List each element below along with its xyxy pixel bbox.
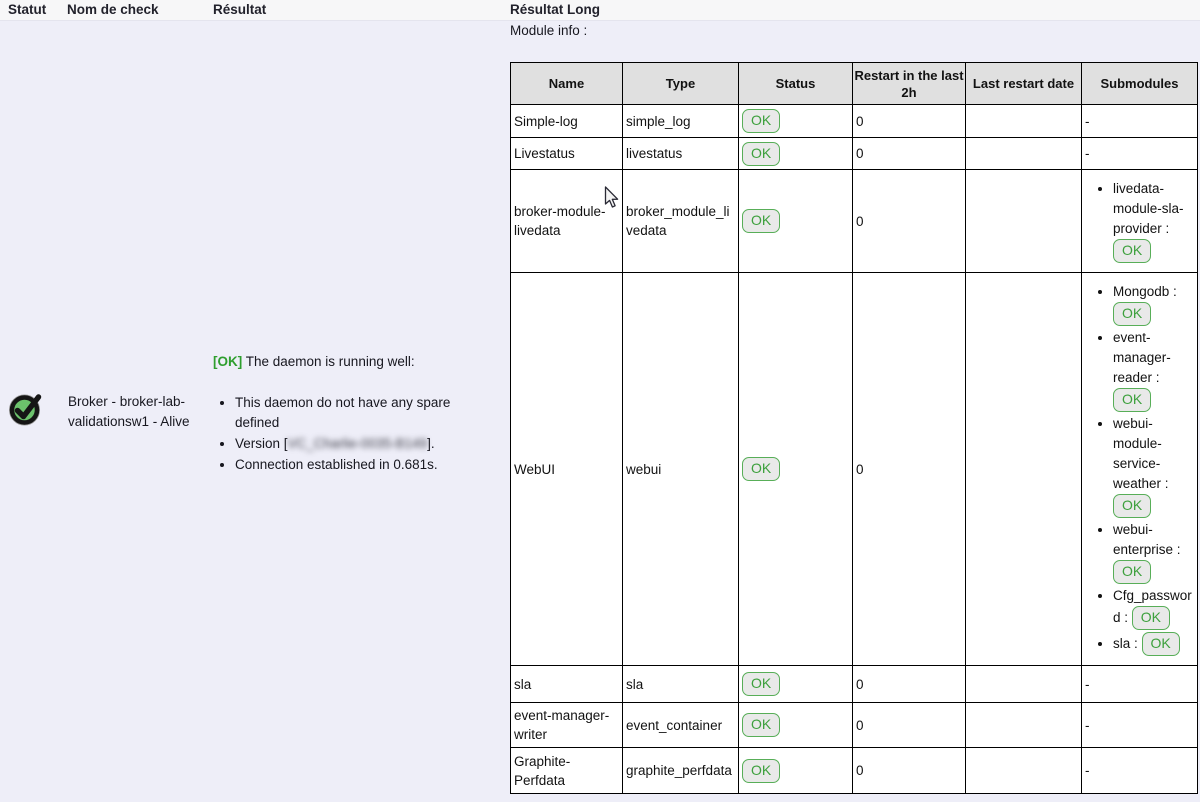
module-table-row <box>511 666 1198 703</box>
cell-restart-2h: 0 <box>853 138 966 170</box>
result-detail-item: • This daemon do not have any spare defined <box>235 393 496 433</box>
cell-module-type: simple_log <box>623 105 739 138</box>
submodule-item <box>1113 328 1194 412</box>
submodule-label: sla : <box>1113 636 1142 651</box>
cell-restart-2h: 0 <box>853 703 966 748</box>
status-ok-badge: OK <box>742 142 780 166</box>
submodule-item <box>1113 414 1194 518</box>
th-status: Status <box>739 63 853 105</box>
submodule-item <box>1113 586 1194 630</box>
cell-module-name: Graphite-Perfdata <box>511 748 623 794</box>
ok-check-icon <box>9 390 45 433</box>
column-header-statut: Statut <box>8 2 47 17</box>
check-result-output <box>213 353 496 476</box>
cell-submodules <box>1082 273 1198 666</box>
submodule-ok-badge: OK <box>1132 606 1170 630</box>
submodule-item <box>1113 632 1194 656</box>
cell-last-restart-date <box>966 105 1082 138</box>
cell-module-status <box>739 748 853 794</box>
mouse-cursor <box>604 186 621 215</box>
result-detail-item: • Connection established in 0.681s. <box>235 455 496 475</box>
status-ok-badge: OK <box>742 457 780 481</box>
module-table-row <box>511 105 1198 138</box>
submodule-item <box>1113 282 1194 326</box>
submodule-label: livedata-module-sla-provider : <box>1113 181 1184 236</box>
module-info-title: Module info : <box>510 23 588 38</box>
cell-last-restart-date <box>966 666 1082 703</box>
cell-module-status <box>739 273 853 666</box>
cell-module-name: broker-module-livedata <box>511 170 623 273</box>
cell-module-type: livestatus <box>623 138 739 170</box>
module-table-row <box>511 748 1198 794</box>
cell-restart-2h: 0 <box>853 666 966 703</box>
cell-module-name: WebUI <box>511 273 623 666</box>
module-table-head <box>511 63 1198 105</box>
cell-submodules: - <box>1082 703 1198 748</box>
redacted-version-value: VC_Charlie-0035-B149 <box>287 436 428 451</box>
cell-module-type: broker_module_livedata <box>623 170 739 273</box>
submodule-list <box>1085 179 1194 263</box>
cell-module-name: sla <box>511 666 623 703</box>
module-table-row <box>511 703 1198 748</box>
cell-restart-2h: 0 <box>853 273 966 666</box>
cell-submodules: - <box>1082 666 1198 703</box>
column-header-nom-de-check: Nom de check <box>67 2 159 17</box>
submodule-ok-badge: OK <box>1142 632 1180 656</box>
cell-restart-2h: 0 <box>853 105 966 138</box>
result-summary-text: The daemon is running well: <box>242 354 415 369</box>
cell-module-type: webui <box>623 273 739 666</box>
cell-submodules: - <box>1082 748 1198 794</box>
cell-module-status <box>739 703 853 748</box>
result-detail-item: • Version [VC_Charlie-0035-B149]. <box>235 434 496 454</box>
submodule-label: webui-module-service-weather : <box>1113 416 1169 491</box>
submodule-list <box>1085 282 1194 656</box>
module-info-table <box>510 62 1198 794</box>
cell-last-restart-date <box>966 170 1082 273</box>
cell-submodules: - <box>1082 105 1198 138</box>
module-table-header-row <box>511 63 1198 105</box>
status-ok-badge: OK <box>742 759 780 783</box>
submodule-ok-badge: OK <box>1113 560 1151 584</box>
module-table-row <box>511 138 1198 170</box>
result-details-list <box>213 393 496 475</box>
column-header-resultat-long: Résultat Long <box>510 2 600 17</box>
submodule-label: webui-enterprise : <box>1113 522 1181 557</box>
cell-module-status <box>739 170 853 273</box>
module-table-row <box>511 273 1198 666</box>
status-ok-badge: OK <box>742 209 780 233</box>
result-status-tag: [OK] <box>213 354 243 369</box>
submodule-ok-badge: OK <box>1113 494 1151 518</box>
submodule-ok-badge: OK <box>1113 239 1151 263</box>
cell-last-restart-date <box>966 703 1082 748</box>
cell-module-name: event-manager-writer <box>511 703 623 748</box>
cell-last-restart-date <box>966 138 1082 170</box>
submodule-item <box>1113 179 1194 263</box>
cell-last-restart-date <box>966 748 1082 794</box>
cell-module-type: sla <box>623 666 739 703</box>
cell-module-status <box>739 105 853 138</box>
th-restart-2h: Restart in the last 2h <box>853 63 966 105</box>
cell-module-status <box>739 666 853 703</box>
column-header-resultat: Résultat <box>213 2 267 17</box>
cell-module-type: event_container <box>623 703 739 748</box>
cell-restart-2h: 0 <box>853 748 966 794</box>
submodule-item <box>1113 520 1194 584</box>
status-ok-badge: OK <box>742 109 780 133</box>
submodule-ok-badge: OK <box>1113 302 1151 326</box>
cell-module-name: Simple-log <box>511 105 623 138</box>
module-table-row <box>511 170 1198 273</box>
th-submodules: Submodules <box>1082 63 1198 105</box>
cell-module-name: Livestatus <box>511 138 623 170</box>
submodule-ok-badge: OK <box>1113 388 1151 412</box>
cell-last-restart-date <box>966 273 1082 666</box>
cell-module-status <box>739 138 853 170</box>
status-ok-badge: OK <box>742 672 780 696</box>
cell-submodules: - <box>1082 138 1198 170</box>
column-header-bar <box>0 0 1200 21</box>
submodule-label: Cfg_password : <box>1113 588 1192 625</box>
submodule-label: Mongodb : <box>1113 284 1177 299</box>
result-summary-line <box>213 353 496 371</box>
cell-restart-2h: 0 <box>853 170 966 273</box>
cell-submodules <box>1082 170 1198 273</box>
status-ok-badge: OK <box>742 713 780 737</box>
cell-module-type: graphite_perfdata <box>623 748 739 794</box>
th-name: Name <box>511 63 623 105</box>
th-type: Type <box>623 63 739 105</box>
check-name: Broker - broker-lab-validationsw1 - Alive <box>68 394 190 429</box>
th-last-restart-date: Last restart date <box>966 63 1082 105</box>
submodule-label: event-manager-reader : <box>1113 330 1171 385</box>
